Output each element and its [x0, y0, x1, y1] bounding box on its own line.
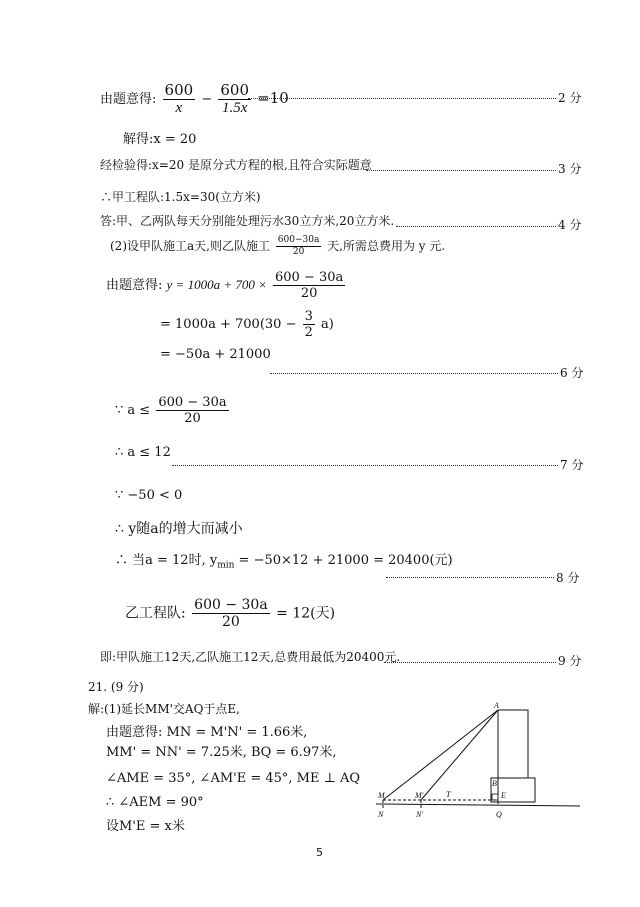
building-tower [498, 710, 528, 778]
q21-line-5: ∴ ∠AEM = 90° [106, 795, 204, 810]
q21-line-3: MM' = NN' = 7.25米, BQ = 6.97米, [106, 745, 337, 760]
point-n-prime: N' [416, 810, 424, 819]
geometry-diagram [372, 700, 592, 825]
line-team-a: ∴甲工程队:1.5x=30(立方米) [100, 190, 261, 204]
dot-leader [386, 577, 554, 578]
line-inequality: ∵ a ≤ $\frac{600 - 30a}{20}$ [115, 395, 227, 426]
line-solution: 解得:x = 20 [123, 132, 197, 147]
line-slope: ∵ −50 < 0 [115, 488, 183, 503]
dot-leader [396, 226, 556, 227]
fraction: $\frac{600}{x}$ [164, 81, 194, 116]
q21-line-6: 设M'E = x米 [106, 819, 185, 834]
label: 由题意得: [100, 92, 157, 107]
point-n: N [378, 810, 384, 819]
score: 4 分 [558, 218, 582, 232]
line-cost-eq-2: = 1000a + 700(30 − $\frac{3}{2}$ a) [160, 309, 334, 340]
line-cost-eq-3: = −50a + 21000 [160, 347, 271, 362]
score: 9 分 [558, 654, 582, 668]
dot-leader [384, 662, 556, 663]
point-m-prime: M' [415, 791, 424, 800]
dot-leader [172, 465, 558, 466]
sight-line-m [383, 710, 498, 800]
line-a-range: ∴ a ≤ 12 [115, 445, 171, 460]
line-conclusion: 即:甲队施工12天,乙队施工12天,总费用最低为20400元. [100, 650, 401, 664]
dot-leader [248, 98, 556, 99]
line-team-b: 乙工程队: $\frac{600 - 30a}{20}$ = 12(天) [125, 597, 336, 630]
point-a: A [494, 701, 499, 710]
line-decreasing: ∴ y随a的增大而减小 [115, 521, 243, 537]
ground-line [376, 804, 580, 806]
dot-leader [270, 373, 558, 374]
dot-leader [366, 170, 556, 171]
q21-line-1: 解:(1)延长MM'交AQ于点E, [88, 702, 240, 716]
fraction: $\frac{600 - 30a}{20}$ [158, 395, 227, 426]
fraction: $\frac{600 - 30a}{20}$ [194, 597, 268, 630]
point-t: T [446, 790, 451, 799]
fraction: $\frac{600}{1.5x}$ [220, 81, 249, 116]
fraction: $\frac{600-30a}{20}$ [277, 235, 320, 257]
score: 2 分 [558, 91, 582, 105]
score: 7 分 [560, 458, 584, 472]
line-answer: 答:甲、乙两队每天分别能处理污水30立方米,20立方米. [100, 214, 395, 228]
fraction: $\frac{600 - 30a}{20}$ [275, 270, 344, 301]
score: 3 分 [558, 162, 582, 176]
page-number: 5 [316, 846, 323, 859]
point-e: E [501, 791, 506, 800]
line-cost-eq: 由题意得: y = 1000a + 700 × $\frac{600 - 30a}{20}$ [106, 270, 344, 301]
point-q: Q [496, 810, 502, 819]
fraction: $\frac{3}{2}$ [304, 309, 313, 340]
question-21-heading: 21. (9 分) [88, 680, 144, 694]
line-check: 经检验得:x=20 是原分式方程的根,且符合实际题意 [100, 158, 372, 172]
right-angle-mark [492, 794, 498, 800]
point-b: B [492, 779, 497, 788]
sight-line-m2 [421, 710, 498, 800]
line-equation-1: 由题意得: $\frac{600}{x}$ − $\frac{600}{1.5x}$ =10 [100, 81, 289, 116]
score: 6 分 [560, 366, 584, 380]
score: 8 分 [556, 571, 580, 585]
point-m: M [378, 791, 385, 800]
q21-line-4: ∠AME = 35°, ∠AM'E = 45°, ME ⊥ AQ [106, 771, 361, 786]
line-minimum: ∴ 当a = 12时, $y_{min} = -50\times 12 + 21000 = 20400$(元) [115, 553, 453, 571]
q21-line-2: 由题意得: MN = M'N' = 1.66米, [106, 725, 308, 740]
line-part2: (2)设甲队施工a天,则乙队施工 $\frac{600-30a}{20}$ 天,所需总费用为 y 元. [110, 235, 446, 257]
